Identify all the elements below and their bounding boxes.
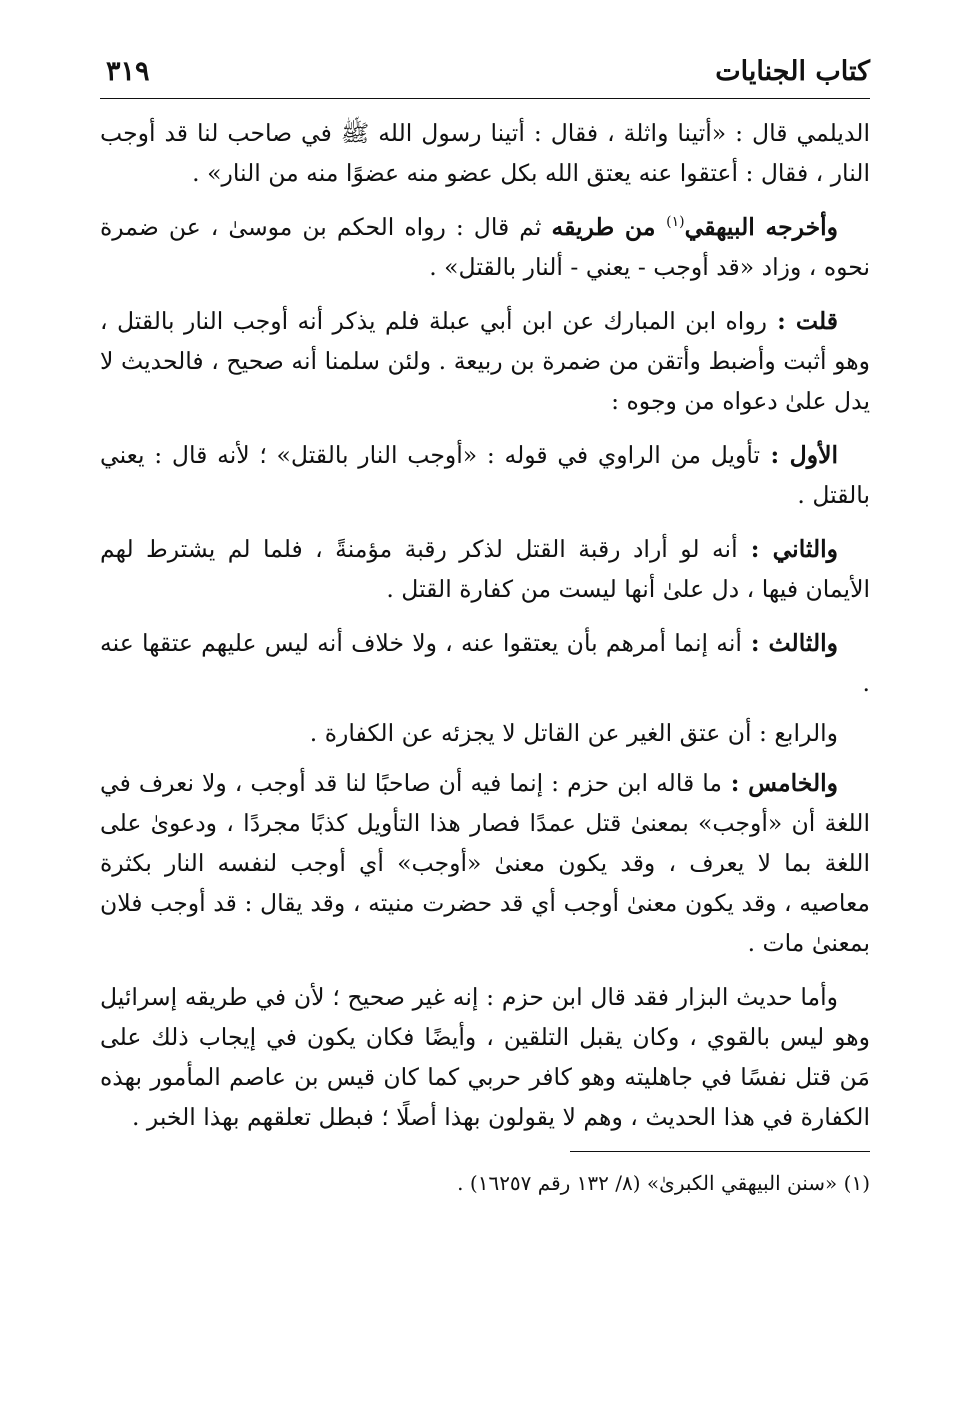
paragraph-3 [100,301,870,421]
page-number: ٣١٩ [106,56,150,87]
footnote-divider [570,1151,870,1152]
paragraph-5 [100,529,870,609]
paragraph-lead: قلت : [767,307,838,335]
paragraph-text: وأما حديث البزار فقد قال ابن حزم : إنه غير صحيح ؛ لأن في طريقه إسرائيل وهو ليس بالقوي ، وكان يقبل التلقين ، وأيضًا فكان يكون في إيجاب ذلك على مَن قتل نفسًا في جاهليته وهو كافر حربي كما كان قيس بن عاصم المأمور بهذه الكفارة في هذا الحديث ، وهم لا يقولون بهذا أصلًا ؛ فبطل تعلقهم بهذا الخبر . [100,983,870,1131]
running-title: كتاب الجنايات [715,56,870,87]
paragraph-lead: والخامس : [721,769,838,797]
main-text [100,113,870,1137]
paragraph-6 [100,623,870,703]
book-page [100,48,870,1200]
paragraph-7 [100,713,870,753]
paragraph-text: ما قاله ابن حزم : إنما فيه أن صاحبًا لنا قد أوجب ، ولا نعرف في اللغة أن «أوجب» بمعنىٰ قتل عمدًا فصار هذا التأويل كذبًا مجردًا ، ودعوىٰ على اللغة بما لا يعرف ، وقد يكون معنىٰ «أوجب» أي أوجب لنفسه النار بكثرة معاصيه ، وقد يكون معنىٰ أوجب أي قد حضرت منيته ، وقد يقال : قد أوجب فلان بمعنىٰ مات . [100,769,870,957]
paragraph-text: أنه إنما أمرهم بأن يعتقوا عنه ، ولا خلاف أنه ليس عليهم عتقها عنه . [100,629,870,697]
paragraph-text: أنه لو أراد رقبة القتل لذكر رقبة مؤمنةً ، فلما لم يشترط لهم الأيمان فيها ، دل علىٰ أنها ليست من كفارة القتل . [100,535,870,603]
paragraph-text: الديلمي قال : «أتينا واثلة ، فقال : أتينا رسول الله ﷺ في صاحب لنا قد أوجب النار ، فقال : أعتقوا عنه يعتق الله بكل عضو منه عضوًا منه من النار» . [100,119,870,187]
paragraph-8 [100,763,870,963]
paragraph-lead-continued: من طريقه [551,213,667,241]
paragraph-9 [100,977,870,1137]
paragraph-text: تأويل من الراوي في قوله : «أوجب النار بالقتل» ؛ لأنه قال : يعني بالقتل . [100,441,870,509]
paragraph-2 [100,207,870,287]
page-header [100,48,870,99]
paragraph-text: ثم قال : رواه الحكم بن موسىٰ ، عن ضمرة نحوه ، وزاد «قد أوجب - يعني - ألنار بالقتل» . [100,213,870,281]
paragraph-1 [100,113,870,193]
paragraph-4 [100,435,870,515]
paragraph-lead: والثالث : [741,629,838,657]
paragraph-lead: وأخرجه البيهقي [684,213,839,241]
footnote: (١) «سنن البيهقي الكبرىٰ» (٨/ ١٣٢ رقم ١٦٢٥٧) . [457,1171,870,1195]
paragraph-lead: والثاني : [737,535,838,563]
paragraph-lead: الأول : [760,441,838,469]
paragraph-text: والرابع : أن عتق الغير عن القاتل لا يجزئه عن الكفارة . [309,719,838,747]
footnote-reference[interactable]: (١) [666,214,685,231]
paragraph-text: رواه ابن المبارك عن ابن أبي عبلة فلم يذكر أنه أوجب النار بالقتل ، وهو أثبت وأضبط وأتقن من ضمرة بن ربيعة . ولئن سلمنا أنه صحيح ، فالحديث لا يدل علىٰ دعواه من وجوه : [100,307,870,415]
